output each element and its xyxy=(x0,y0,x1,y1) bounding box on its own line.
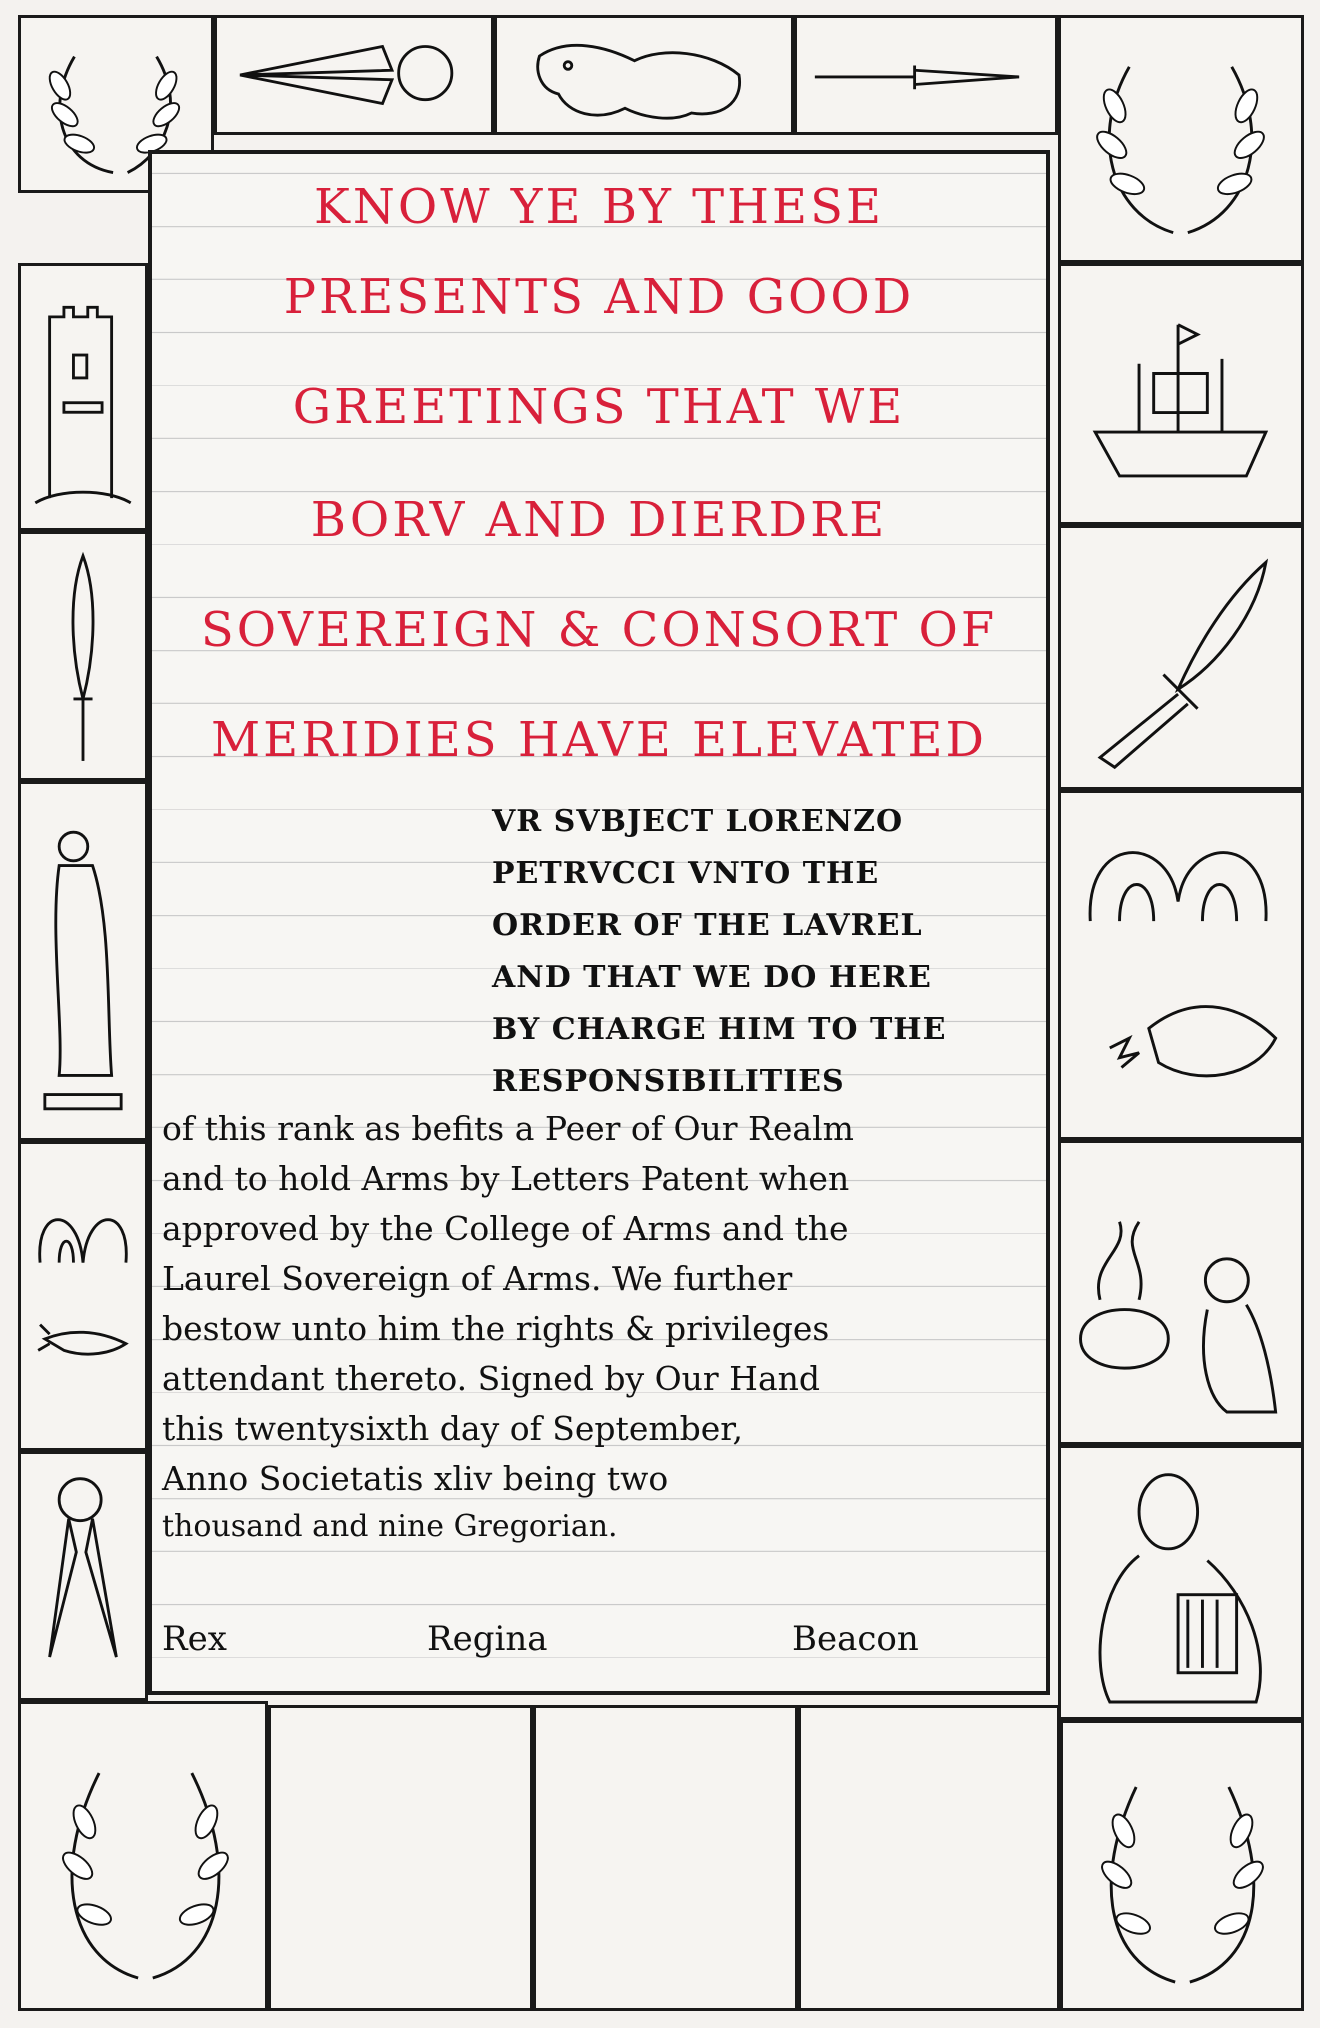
crown-m-icon xyxy=(1061,793,1301,1137)
m-monogram-icon xyxy=(21,1144,145,1448)
border-panel-top-right xyxy=(1058,15,1304,263)
caps-line: BY CHARGE HIM TO THE xyxy=(492,1012,947,1047)
signature-rex: Rex xyxy=(162,1619,227,1659)
border-panel-top-spear xyxy=(794,15,1058,135)
body-line: bestow unto him the rights & privileges xyxy=(162,1309,830,1348)
border-panel-right-crown xyxy=(1058,790,1304,1140)
border-panel-right-spearhead xyxy=(1058,525,1304,790)
border-panel-right-scene xyxy=(1058,1140,1304,1445)
body-line: and to hold Arms by Letters Patent when xyxy=(162,1159,850,1198)
laurel-wreath-icon xyxy=(1061,18,1301,260)
border-panel-right-lady xyxy=(1058,1445,1304,1720)
body-line: of this rank as befits a Peer of Our Realm xyxy=(162,1109,854,1148)
border-panel-left-saint xyxy=(18,781,148,1141)
caps-line: ORDER OF THE LAVREL xyxy=(492,908,923,943)
border-panel-bottom-blank-1 xyxy=(268,1705,533,2011)
border-panel-bottom-left xyxy=(18,1701,268,2011)
border-panel-bottom-blank-2 xyxy=(533,1705,798,2011)
tower-icon xyxy=(21,266,145,528)
border-panel-right-ship xyxy=(1058,263,1304,525)
shears-icon xyxy=(21,1454,145,1698)
heading-line: SOVEREIGN & CONSORT OF xyxy=(200,602,998,658)
heading-line: GREETINGS THAT WE xyxy=(292,379,906,435)
border-panel-bottom-right xyxy=(1060,1720,1304,2011)
body-line: Laurel Sovereign of Arms. We further xyxy=(162,1259,793,1298)
spearhead-icon xyxy=(1061,528,1301,787)
signature-regina: Regina xyxy=(427,1619,548,1659)
shears-icon xyxy=(217,18,491,132)
body-line: thousand and nine Gregorian. xyxy=(162,1509,618,1544)
caps-line: PETRVCCI VNTO THE xyxy=(492,856,880,891)
wolf-icon xyxy=(497,18,791,132)
caps-line: AND THAT WE DO HERE xyxy=(492,960,932,995)
border-panel-left-shears xyxy=(18,1451,148,1701)
body-line: attendant thereto. Signed by Our Hand xyxy=(162,1359,821,1398)
lady-with-harp-icon xyxy=(1061,1448,1301,1717)
body-line: this twentysixth day of September, xyxy=(162,1409,743,1448)
body-line: approved by the College of Arms and the xyxy=(162,1209,849,1248)
scroll-text-panel xyxy=(148,150,1050,1695)
heading-line: KNOW YE BY THESE xyxy=(314,179,884,235)
caps-line: VR SVBJECT LORENZO xyxy=(492,804,904,839)
border-panel-left-tower xyxy=(18,263,148,531)
spearhead-icon xyxy=(21,534,145,778)
ship-icon xyxy=(1061,266,1301,522)
cooking-scene-icon xyxy=(1061,1143,1301,1442)
saint-figure-icon xyxy=(21,784,145,1138)
heading-line: PRESENTS AND GOOD xyxy=(283,269,915,325)
caps-line: RESPONSIBILITIES xyxy=(492,1064,845,1099)
signature-beacon: Beacon xyxy=(792,1619,919,1659)
heading-line: BORV AND DIERDRE xyxy=(310,492,888,548)
border-panel-top-wolf xyxy=(494,15,794,135)
body-line: Anno Societatis xliv being two xyxy=(162,1459,669,1498)
laurel-wreath-icon xyxy=(1063,1723,1301,2008)
border-panel-bottom-blank-3 xyxy=(798,1705,1060,2011)
heading-line: MERIDIES HAVE ELEVATED xyxy=(211,712,987,768)
border-panel-left-m xyxy=(18,1141,148,1451)
border-panel-top-shears xyxy=(214,15,494,135)
border-panel-left-spearhead xyxy=(18,531,148,781)
laurel-wreath-icon xyxy=(21,1704,265,2008)
spear-icon xyxy=(797,18,1055,132)
